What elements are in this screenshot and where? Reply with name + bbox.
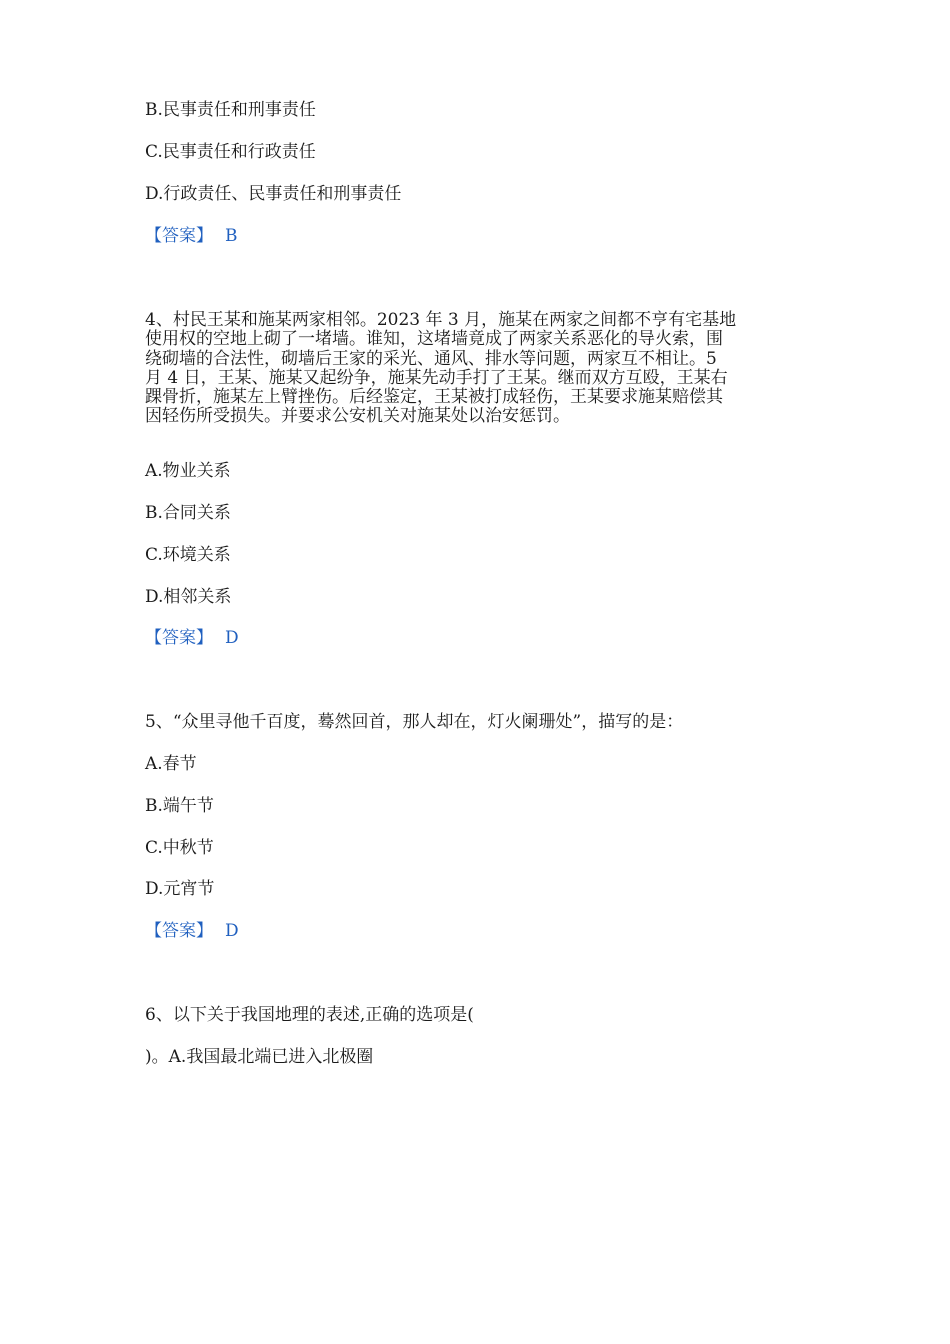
answer-value: B <box>225 226 238 246</box>
q4-question-line-2: 使用权的空地上砌了一堵墙。谁知，这堵墙竟成了两家关系恶化的导火索，围 <box>145 329 723 349</box>
q5-option-b: B.端午节 <box>145 796 214 816</box>
q4-question-line-1: 4、村民王某和施某两家相邻。2023 年 3 月，施某在两家之间都不亨有宅基地 <box>145 310 737 330</box>
q4-answer <box>145 628 239 648</box>
q5-question: 5、“众里寻他千百度，蓦然回首，那人却在，灯火阑珊处”，描写的是： <box>145 712 684 732</box>
q4-option-b: B.合同关系 <box>145 503 231 523</box>
q4-option-d: D.相邻关系 <box>145 587 232 607</box>
q3-option-c: C.民事责任和行政责任 <box>145 142 316 162</box>
q3-option-b: B.民事责任和刑事责任 <box>145 100 316 120</box>
q5-option-a: A.春节 <box>145 754 197 774</box>
q4-question-line-6: 因轻伤所受损失。并要求公安机关对施某处以治安惩罚。 <box>145 406 570 426</box>
q6-continuation: )。A.我国最北端已进入北极圈 <box>145 1047 374 1067</box>
q3-answer <box>145 226 238 246</box>
q5-option-d: D.元宵节 <box>145 879 215 899</box>
q4-question-line-3: 绕砌墙的合法性，砌墙后王家的采光、通风、排水等问题，两家互不相让。5 <box>145 349 717 369</box>
answer-label: 【答案】 <box>145 921 213 941</box>
q4-option-c: C.环境关系 <box>145 545 231 565</box>
answer-label: 【答案】 <box>145 628 213 648</box>
q4-option-a: A.物业关系 <box>145 461 231 481</box>
answer-value: D <box>225 628 239 648</box>
q5-option-c: C.中秋节 <box>145 838 214 858</box>
q4-question-line-4: 月 4 日，王某、施某又起纷争，施某先动手打了王某。继而双方互殴，王某右 <box>145 368 728 388</box>
answer-label: 【答案】 <box>145 226 213 246</box>
answer-value: D <box>225 921 239 941</box>
q5-answer <box>145 921 239 941</box>
q3-option-d: D.行政责任、民事责任和刑事责任 <box>145 184 402 204</box>
q4-question-line-5: 踝骨折，施某左上臂挫伤。后经鉴定，王某被打成轻伤，王某要求施某赔偿其 <box>145 387 723 407</box>
q6-question: 6、以下关于我国地理的表述,正确的选项是( <box>145 1005 474 1025</box>
